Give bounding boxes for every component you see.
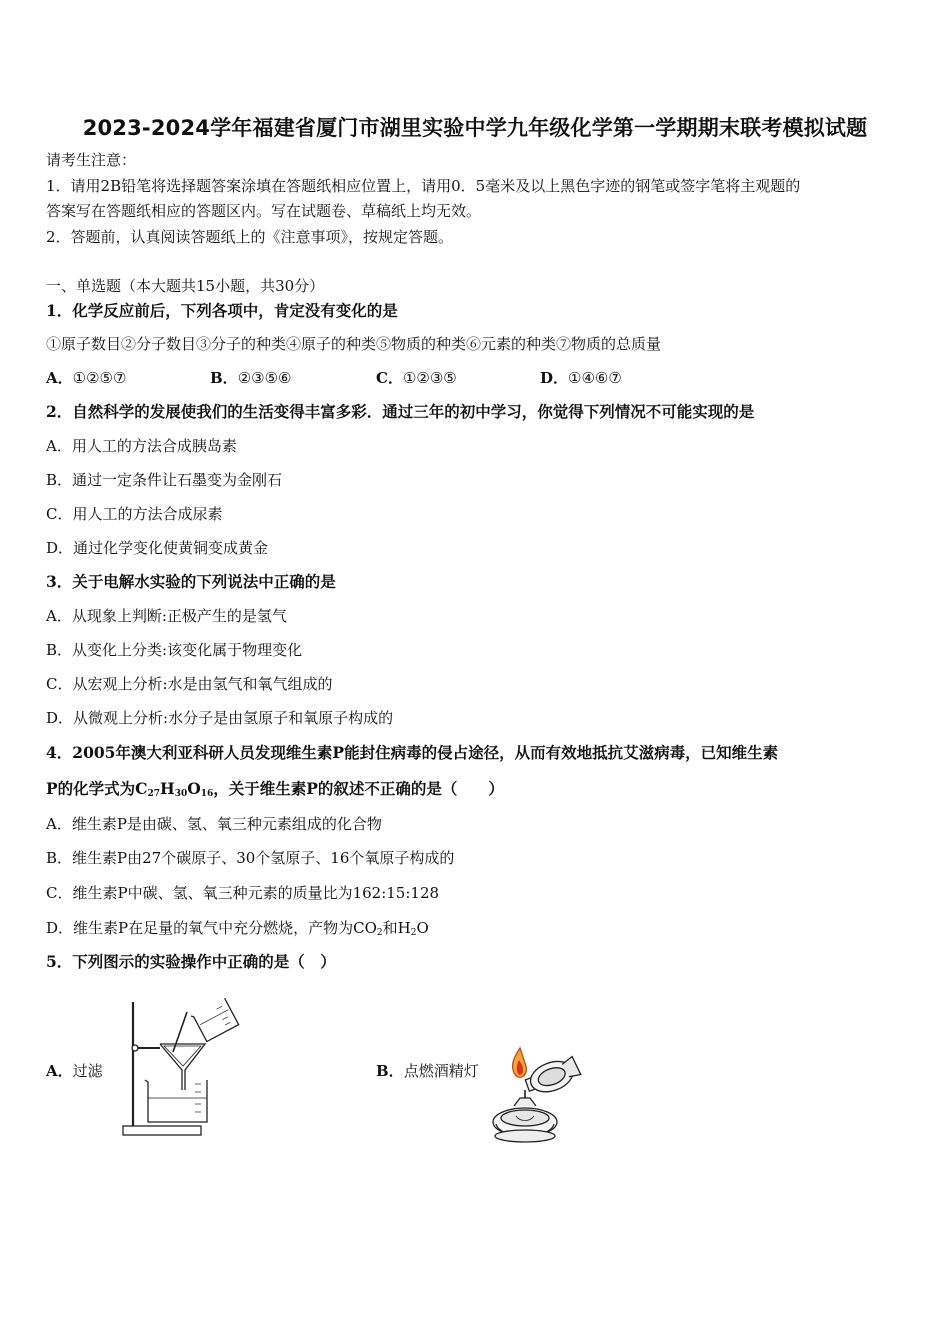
q2-option-c: C．用人工的方法合成尿素 [46, 505, 223, 523]
notice-line-1: 1．请用2B铅笔将选择题答案涂填在答题纸相应位置上，请用0．5毫米及以上黑色字迹的钢笔或签字笔将主观题的 [46, 177, 801, 195]
notice-heading: 请考生注意： [46, 151, 137, 169]
alcohol-lamp-illustration [486, 1040, 586, 1150]
q2-option-d: D．通过化学变化使黄铜变成黄金 [46, 539, 269, 557]
q4-option-b: B．维生素P由27个碳原子、30个氢原子、16个氧原子构成的 [46, 849, 455, 867]
q3-option-d: D．从微观上分析:水分子是由氢原子和氧原子构成的 [46, 709, 394, 727]
notice-line-3: 2．答题前，认真阅读答题纸上的《注意事项》，按规定答题。 [46, 228, 454, 246]
q4-option-a: A．维生素P是由碳、氢、氧三种元素组成的化合物 [46, 815, 382, 833]
q2-stem: 2．自然科学的发展使我们的生活变得丰富多彩．通过三年的初中学习，你觉得下列情况不可能实现的是 [46, 402, 755, 421]
q1-option-a: A．①②⑤⑦ [46, 369, 127, 387]
q4-option-c: C．维生素P中碳、氢、氧三种元素的质量比为162:15:128 [46, 884, 440, 902]
q3-stem: 3．关于电解水实验的下列说法中正确的是 [46, 572, 336, 591]
filtration-apparatus-illustration [115, 992, 245, 1142]
q5-option-b: B．点燃酒精灯 [376, 1062, 479, 1080]
q2-option-b: B．通过一定条件让石墨变为金刚石 [46, 471, 283, 489]
q5-option-a: A．过滤 [46, 1062, 103, 1080]
notice-line-2: 答案写在答题纸相应的答题区内。写在试题卷、草稿纸上均无效。 [46, 202, 482, 220]
page-title: 2023-2024学年福建省厦门市湖里实验中学九年级化学第一学期期末联考模拟试题 [82, 116, 868, 140]
q3-option-c: C．从宏观上分析:水是由氢气和氧气组成的 [46, 675, 333, 693]
q1-option-b: B．②③⑤⑥ [210, 369, 292, 387]
q4-stem-line-1: 4．2005年澳大利亚科研人员发现维生素P能封住病毒的侵占途径，从而有效地抵抗艾滋病毒，已知维生素 [46, 743, 779, 762]
q1-items: ①原子数目②分子数目③分子的种类④原子的种类⑤物质的种类⑥元素的种类⑦物质的总质量 [46, 335, 662, 353]
section-heading: 一、单选题（本大题共15小题，共30分） [46, 277, 325, 295]
q1-option-c: C．①②③⑤ [376, 369, 457, 387]
q1-stem: 1．化学反应前后，下列各项中，肯定没有变化的是 [46, 301, 398, 320]
q2-option-a: A．用人工的方法合成胰岛素 [46, 437, 237, 455]
q4-option-d: D．维生素P在足量的氧气中充分燃烧，产物为$CO_2$和$H_2O$ [46, 919, 429, 938]
q1-option-d: D．①④⑥⑦ [540, 369, 622, 387]
q5-stem: 5．下列图示的实验操作中正确的是（ ） [46, 952, 336, 971]
q3-option-a: A．从现象上判断:正极产生的是氢气 [46, 607, 287, 625]
q3-option-b: B．从变化上分类:该变化属于物理变化 [46, 641, 303, 659]
q4-stem-line-2: P的化学式为$C_{27}H_{30}O_{16}$，关于维生素P的叙述不正确的是（ ） [46, 779, 504, 799]
vitamin-p-formula: $C_{27}H_{30}O_{16}$ [135, 779, 214, 799]
